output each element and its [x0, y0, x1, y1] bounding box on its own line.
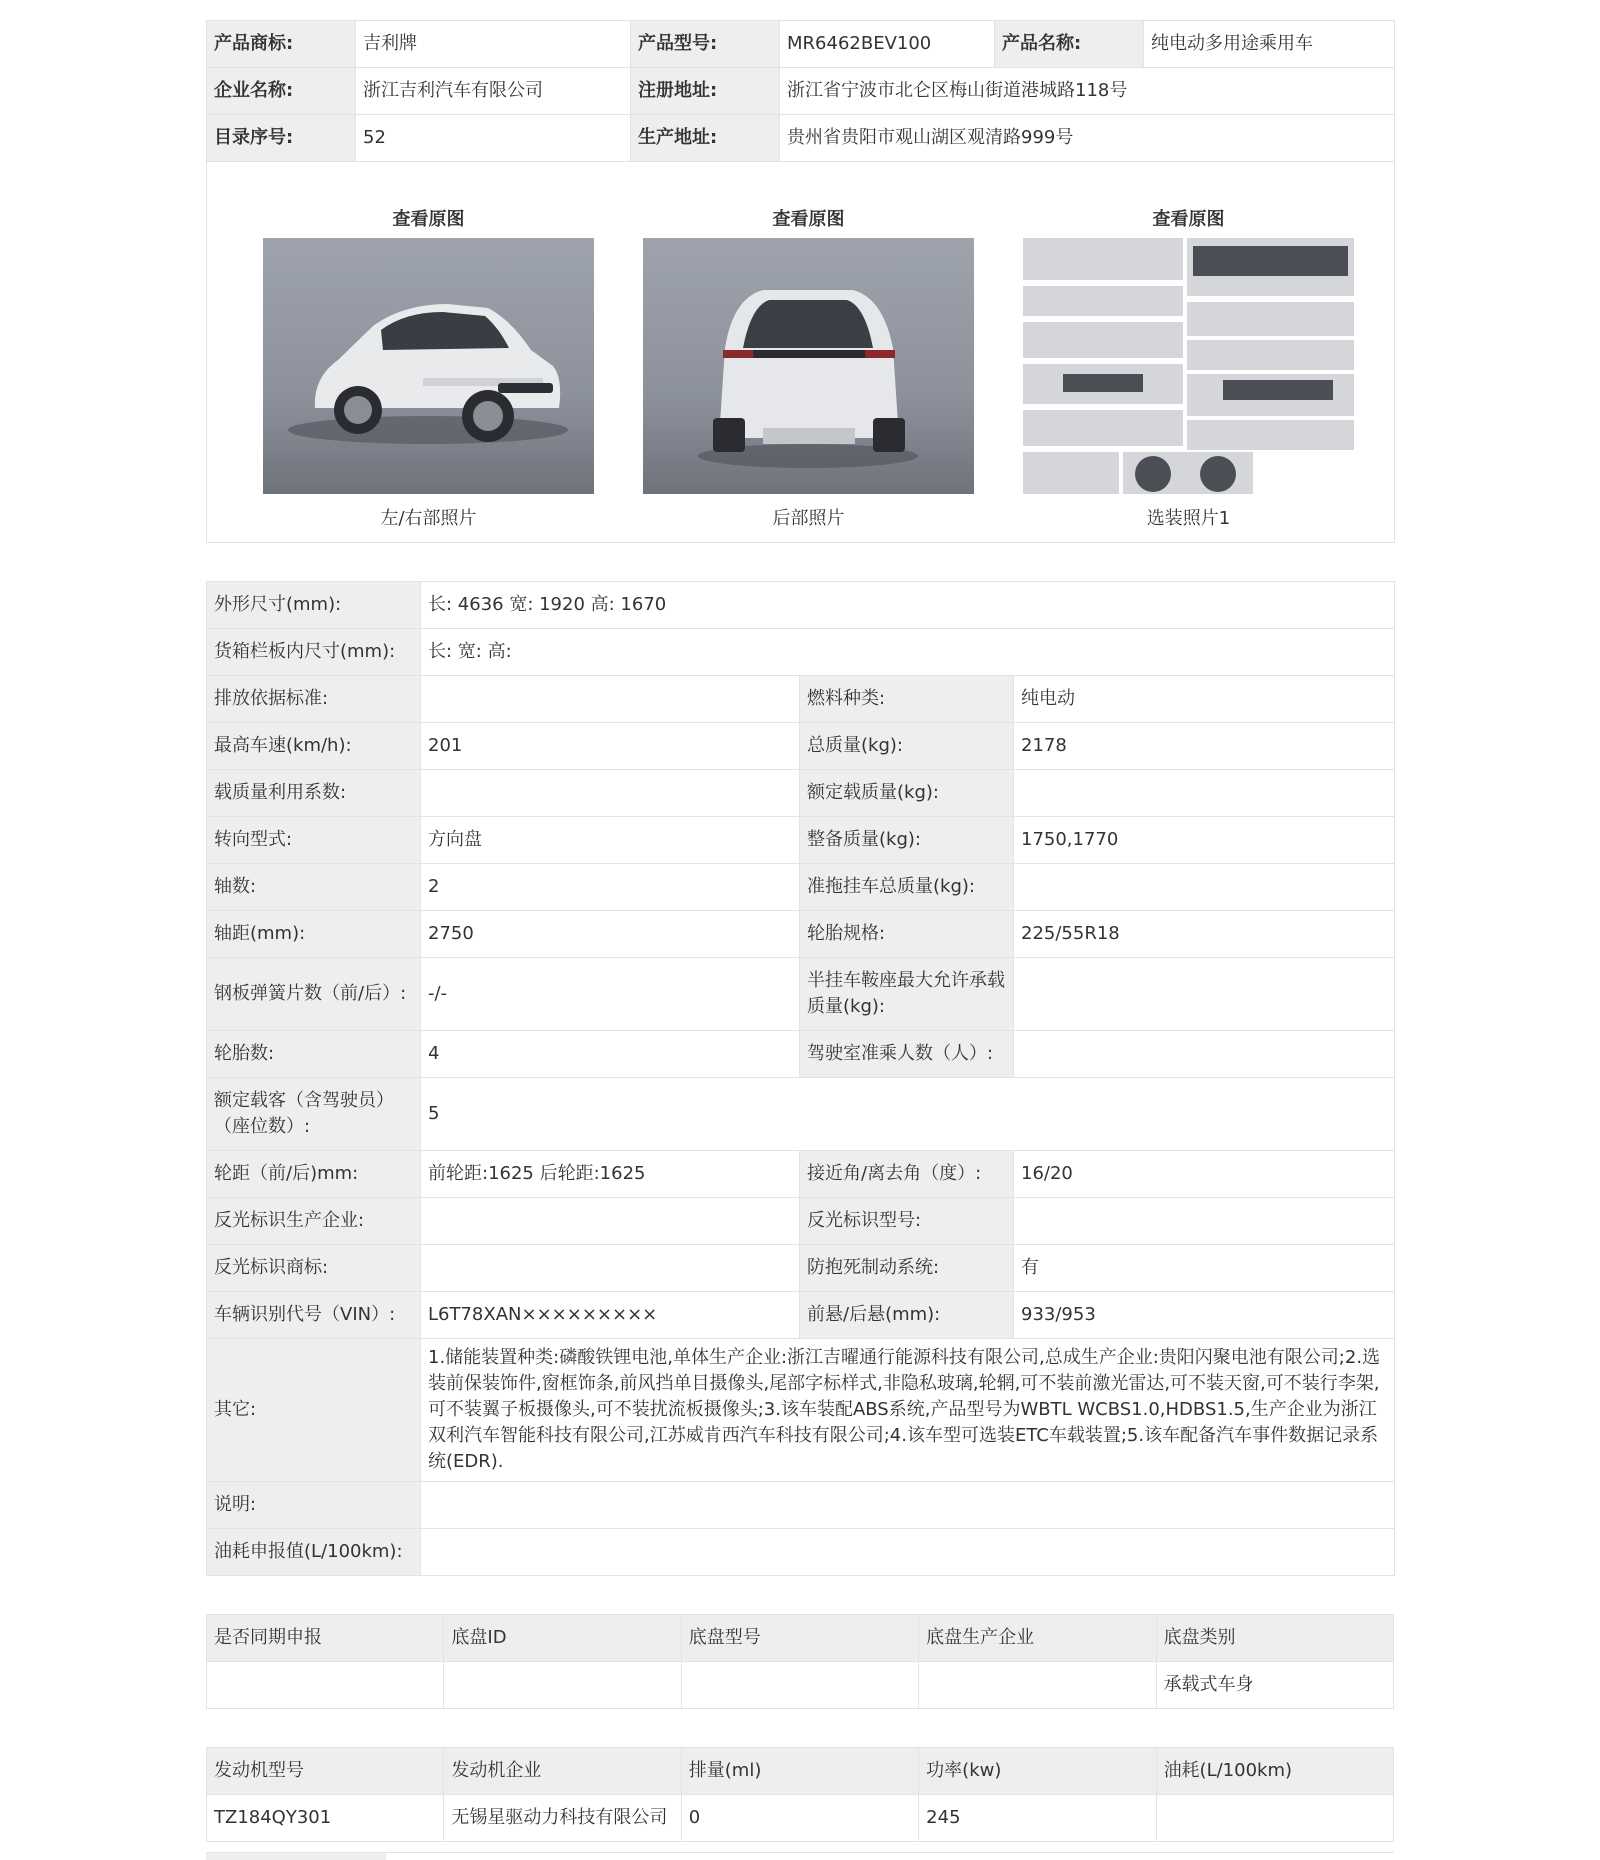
total-mass-label: 总质量(kg):	[800, 723, 1014, 770]
engine-header-cell: 油耗(L/100km)	[1156, 1748, 1393, 1795]
axle-count-label: 轴数:	[207, 864, 421, 911]
cargo-dimensions-label: 货箱栏板内尺寸(mm):	[207, 629, 421, 676]
dimensions-label: 外形尺寸(mm):	[207, 582, 421, 629]
reflector-model-value	[1014, 1198, 1395, 1245]
engine-header-cell: 功率(kw)	[919, 1748, 1156, 1795]
reflector-brand-label: 反光标识商标:	[207, 1245, 421, 1292]
spec-row	[207, 676, 1395, 723]
product-info-table	[206, 20, 1395, 543]
spec-row	[207, 723, 1395, 770]
view-original-link[interactable]: 查看原图	[392, 209, 465, 230]
leaf-spring-value: -/-	[421, 958, 800, 1031]
production-address-label: 生产地址:	[631, 115, 780, 162]
curb-mass-value: 1750,1770	[1014, 817, 1395, 864]
wheelbase-label: 轴距(mm):	[207, 911, 421, 958]
chassis-header-row	[207, 1615, 1394, 1662]
fuel-consumption-label: 油耗申报值(L/100km):	[207, 1529, 421, 1576]
engine-header-cell: 发动机型号	[207, 1748, 444, 1795]
model-value: MR6462BEV100	[780, 21, 995, 68]
reflector-model-label: 反光标识型号:	[800, 1198, 1014, 1245]
load-coefficient-value	[421, 770, 800, 817]
photo-options	[1023, 206, 1354, 532]
track-width-value: 前轮距:1625 后轮距:1625	[421, 1151, 800, 1198]
model-label: 产品型号:	[631, 21, 780, 68]
spec-row	[207, 1529, 1395, 1576]
max-speed-value: 201	[421, 723, 800, 770]
engine-cell: 0	[681, 1795, 918, 1842]
spec-row	[207, 1482, 1395, 1529]
chassis-cell	[444, 1662, 681, 1709]
emission-standard-label: 排放依据标准:	[207, 676, 421, 723]
spec-row	[207, 770, 1395, 817]
wheelbase-value: 2750	[421, 911, 800, 958]
saddle-capacity-value	[1014, 958, 1395, 1031]
spec-row	[207, 1198, 1395, 1245]
register-address-label: 注册地址:	[631, 68, 780, 115]
spec-row	[207, 1151, 1395, 1198]
remark-label: 说明:	[207, 1482, 421, 1529]
tire-spec-value: 225/55R18	[1014, 911, 1395, 958]
spec-row	[207, 1339, 1395, 1482]
spec-row	[207, 629, 1395, 676]
option-collage-illustration	[1023, 238, 1354, 494]
abs-label: 防抱死制动系统:	[800, 1245, 1014, 1292]
steering-type-value: 方向盘	[421, 817, 800, 864]
seat-count-label: 额定载客（含驾驶员）（座位数）:	[207, 1078, 421, 1151]
product-info-row	[207, 21, 1395, 68]
approach-departure-label: 接近角/离去角（度）:	[800, 1151, 1014, 1198]
reflector-brand-value	[421, 1245, 800, 1292]
chassis-header-cell: 底盘类别	[1156, 1615, 1393, 1662]
tire-count-value: 4	[421, 1031, 800, 1078]
chassis-cell: 承载式车身	[1156, 1662, 1393, 1709]
brand-label: 产品商标:	[207, 21, 356, 68]
vin-label: 车辆识别代号（VIN）:	[207, 1292, 421, 1339]
approach-departure-value: 16/20	[1014, 1151, 1395, 1198]
fuel-consumption-value	[421, 1529, 1395, 1576]
spacer	[206, 543, 1394, 581]
spec-row	[207, 864, 1395, 911]
car-rear-illustration	[643, 238, 974, 494]
chassis-header-cell: 是否同期申报	[207, 1615, 444, 1662]
chassis-header-cell: 底盘ID	[444, 1615, 681, 1662]
engine-header-cell: 排量(ml)	[681, 1748, 918, 1795]
cargo-dimensions-value: 长: 宽: 高:	[421, 629, 1395, 676]
total-mass-value: 2178	[1014, 723, 1395, 770]
chassis-header-cell: 底盘生产企业	[919, 1615, 1156, 1662]
leaf-spring-label: 钢板弹簧片数（前/后）:	[207, 958, 421, 1031]
register-address-value: 浙江省宁波市北仑区梅山街道港城路118号	[780, 68, 1395, 115]
photos-cell	[207, 162, 1395, 543]
overhang-label: 前悬/后悬(mm):	[800, 1292, 1014, 1339]
view-original-link[interactable]: 查看原图	[1152, 209, 1225, 230]
photo-rear	[643, 206, 974, 532]
spacer	[206, 1576, 1394, 1614]
spec-row	[207, 1245, 1395, 1292]
side-photo-caption: 左/右部照片	[380, 508, 477, 529]
spec-row	[207, 582, 1395, 629]
car-side-illustration	[263, 238, 594, 494]
engine-cell	[1156, 1795, 1393, 1842]
spec-row	[207, 1031, 1395, 1078]
side-photo-image[interactable]	[263, 238, 594, 494]
production-address-value: 贵州省贵阳市观山湖区观清路999号	[780, 115, 1395, 162]
engine-cell: 无锡星驱动力科技有限公司	[444, 1795, 681, 1842]
rated-load-value	[1014, 770, 1395, 817]
table-row	[207, 1662, 1394, 1709]
chassis-cell	[681, 1662, 918, 1709]
fuel-type-label: 燃料种类:	[800, 676, 1014, 723]
dimensions-value: 长: 4636 宽: 1920 高: 1670	[421, 582, 1395, 629]
engine-cell: 245	[919, 1795, 1156, 1842]
product-info-row	[207, 68, 1395, 115]
catalog-number-value: 52	[356, 115, 631, 162]
product-info-row	[207, 115, 1395, 162]
rated-load-label: 额定载质量(kg):	[800, 770, 1014, 817]
chassis-header-cell: 底盘型号	[681, 1615, 918, 1662]
spec-row	[207, 911, 1395, 958]
reflector-maker-value	[421, 1198, 800, 1245]
other-value: 1.储能装置种类:磷酸铁锂电池,单体生产企业:浙江吉曜通行能源科技有限公司,总成生产企业:贵阳闪聚电池有限公司;2.选装前保装饰件,窗框饰条,前风挡单目摄像头,尾部字标样式,非隐私玻璃,轮辋,可不装前激光雷达,可不装天窗,可不装行李架,可不装翼子板摄像头,可不装扰流板摄像头;3.该车装配ABS系统,产品型号为WBTL WCBS1.0,HDBS1.5,生产企业为浙江双利汽车智能科技有限公司,江苏威肯西汽车科技有限公司;4.该车型可选装ETC车载装置;5.该车配备汽车事件数据记录系统(EDR).	[421, 1339, 1395, 1482]
reflector-maker-label: 反光标识生产企业:	[207, 1198, 421, 1245]
cab-capacity-value	[1014, 1031, 1395, 1078]
engine-header-row	[207, 1748, 1394, 1795]
other-label: 其它:	[207, 1339, 421, 1482]
options-photo-caption: 选装照片1	[1146, 508, 1231, 529]
curb-mass-label: 整备质量(kg):	[800, 817, 1014, 864]
cab-capacity-label: 驾驶室准乘人数（人）:	[800, 1031, 1014, 1078]
engine-header-cell: 发动机企业	[444, 1748, 681, 1795]
saddle-capacity-label: 半挂车鞍座最大允许承载质量(kg):	[800, 958, 1014, 1031]
seat-count-value: 5	[421, 1078, 1395, 1151]
vin-value: L6T78XAN×××××××××	[421, 1292, 800, 1339]
photo-side	[263, 206, 594, 532]
trailer-mass-value	[1014, 864, 1395, 911]
overhang-value: 933/953	[1014, 1292, 1395, 1339]
photos-row	[207, 162, 1395, 543]
remark-value	[421, 1482, 1395, 1529]
view-original-link[interactable]: 查看原图	[772, 209, 845, 230]
engine-cell: TZ184QY301	[207, 1795, 444, 1842]
emission-standard-value	[421, 676, 800, 723]
spec-row	[207, 1292, 1395, 1339]
brand-value: 吉利牌	[356, 21, 631, 68]
chassis-cell	[919, 1662, 1156, 1709]
product-name-label: 产品名称:	[995, 21, 1144, 68]
track-width-label: 轮距（前/后)mm:	[207, 1151, 421, 1198]
max-speed-label: 最高车速(km/h):	[207, 723, 421, 770]
company-label: 企业名称:	[207, 68, 356, 115]
abs-value: 有	[1014, 1245, 1395, 1292]
spec-row	[207, 817, 1395, 864]
axle-count-value: 2	[421, 864, 800, 911]
trailer-mass-label: 准拖挂车总质量(kg):	[800, 864, 1014, 911]
options-photo-image[interactable]	[1023, 238, 1354, 494]
page-wrapper	[206, 20, 1394, 1842]
catalog-number-label: 目录序号:	[207, 115, 356, 162]
product-name-value: 纯电动多用途乘用车	[1144, 21, 1395, 68]
company-value: 浙江吉利汽车有限公司	[356, 68, 631, 115]
tire-count-label: 轮胎数:	[207, 1031, 421, 1078]
rear-photo-image[interactable]	[643, 238, 974, 494]
photo-gallery	[207, 162, 1394, 542]
fuel-type-value: 纯电动	[1014, 676, 1395, 723]
chassis-table	[206, 1614, 1394, 1709]
load-coefficient-label: 载质量利用系数:	[207, 770, 421, 817]
steering-type-label: 转向型式:	[207, 817, 421, 864]
engine-table	[206, 1747, 1394, 1842]
spec-row	[207, 1078, 1395, 1151]
spec-table	[206, 581, 1395, 1576]
chassis-cell	[207, 1662, 444, 1709]
table-row	[207, 1795, 1394, 1842]
spec-row	[207, 958, 1395, 1031]
tire-spec-label: 轮胎规格:	[800, 911, 1014, 958]
spacer	[206, 1709, 1394, 1747]
rear-photo-caption: 后部照片	[772, 508, 845, 529]
